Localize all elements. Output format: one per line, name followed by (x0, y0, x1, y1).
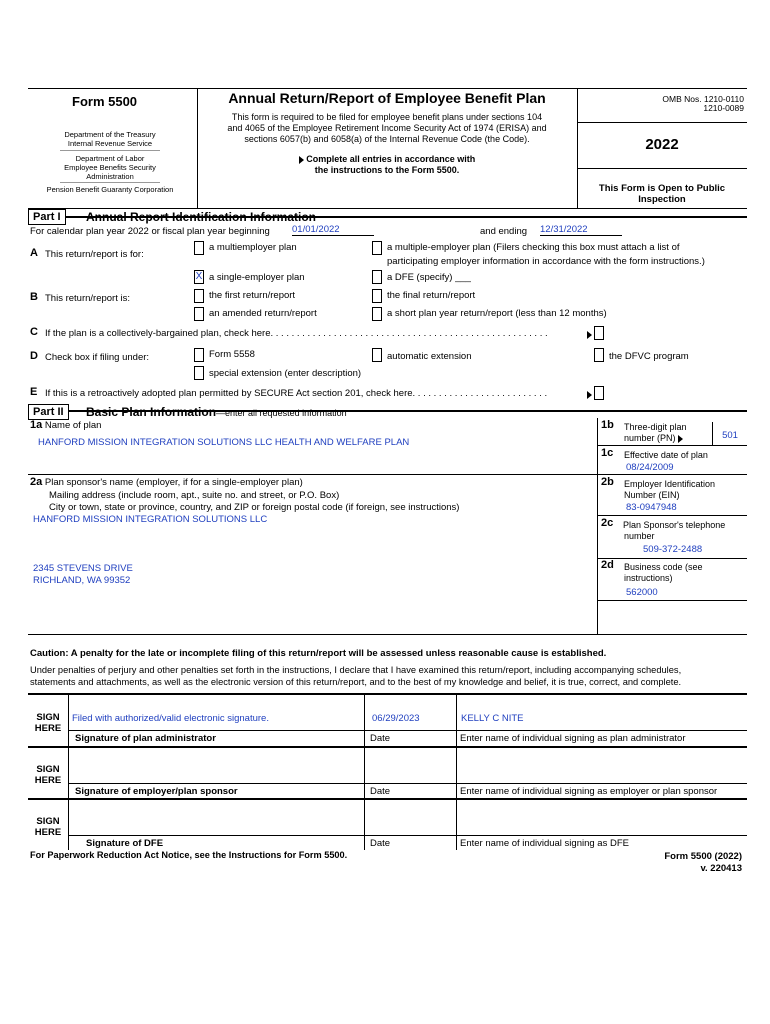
d-label: D (30, 350, 38, 362)
q2c-label-2: number (624, 531, 655, 541)
q2d-label-1: Business code (see (624, 562, 703, 572)
admin-signature-value[interactable]: Filed with authorized/valid electronic signature. (72, 713, 269, 724)
name-admin-label: Enter name of individual signing as plan administrator (460, 733, 686, 744)
q2d-label-2: instructions) (624, 573, 673, 583)
dfe-label: a DFE (specify) ___ (387, 272, 471, 283)
short-year-checkbox[interactable] (372, 307, 382, 321)
form5558-checkbox[interactable] (194, 348, 204, 362)
sig-sponsor-label: Signature of employer/plan sponsor (75, 786, 238, 797)
amended-checkbox[interactable] (194, 307, 204, 321)
q1b-num: 1b (601, 419, 614, 431)
omb-number-2: 1210-0089 (703, 103, 744, 113)
version-code: v. 220413 (700, 863, 742, 874)
single-employer-checkbox[interactable]: X (195, 271, 203, 282)
plan-year-begin[interactable]: 01/01/2022 (292, 224, 374, 236)
desc-line3: sections 6057(b) and 6058(a) of the Internal Revenue Code (the Code). (244, 134, 530, 144)
arrow-icon (587, 391, 592, 399)
ebsa-admin: Administration (86, 172, 134, 181)
multiemployer-label: a multiemployer plan (209, 242, 297, 253)
caution-text: Caution: A penalty for the late or incomplete filing of this return/report will be assessed unless reasonable cause is established. (30, 648, 607, 659)
calendar-text: For calendar plan year 2022 or fiscal plan year beginning (30, 226, 270, 237)
sponsor-name-value[interactable]: HANFORD MISSION INTEGRATION SOLUTIONS LLC (33, 514, 268, 525)
desc-line1: This form is required to be filed for employee benefit plans under sections 104 (231, 112, 543, 122)
date-label-1: Date (370, 733, 391, 744)
desc-line2: and 4065 of the Employee Retirement Income Security Act of 1974 (ERISA) and (227, 123, 547, 133)
tax-year: 2022 (645, 136, 679, 153)
e-text: If this is a retroactively adopted plan permitted by SECURE Act section 201, check here. . . . . . . . . . . . . . . . . . . . . . . . . . (45, 388, 548, 399)
here-label-3: HERE (34, 827, 62, 838)
date-label-2: Date (370, 786, 391, 797)
q2c-num: 2c (601, 517, 614, 529)
part1-label: Part I (28, 209, 66, 225)
amended-label: an amended return/report (209, 308, 317, 319)
form-title: Annual Return/Report of Employee Benefit Plan (228, 90, 546, 106)
a-label: A (30, 247, 38, 259)
open-inspection-2: Inspection (638, 194, 686, 205)
form5558-label: Form 5558 (209, 349, 255, 360)
sign-label-3: SIGN (36, 816, 60, 827)
admin-date-value[interactable]: 06/29/2023 (372, 713, 420, 724)
q2d-num: 2d (601, 559, 614, 571)
sign-label-1: SIGN (36, 712, 60, 723)
business-code-value[interactable]: 562000 (626, 587, 658, 598)
b-label: B (30, 291, 38, 303)
address-line1[interactable]: 2345 STEVENS DRIVE (33, 563, 133, 574)
pbgc: Pension Benefit Guaranty Corporation (46, 185, 174, 194)
q1c-label: Effective date of plan (624, 450, 708, 460)
special-extension-checkbox[interactable] (194, 366, 204, 380)
dept-treasury: Department of the Treasury (64, 130, 156, 139)
collectively-bargained-checkbox[interactable] (594, 326, 604, 340)
ein-value[interactable]: 83-0947948 (626, 502, 677, 513)
q2b-label-2: Number (EIN) (624, 490, 680, 500)
sig-admin-label: Signature of plan administrator (75, 733, 216, 744)
multiple-employer-label-2: participating employer information in accordance with the form instructions.) (387, 256, 705, 267)
paperwork-notice: For Paperwork Reduction Act Notice, see the Instructions for Form 5500. (30, 850, 348, 860)
dfvc-checkbox[interactable] (594, 348, 604, 362)
first-return-checkbox[interactable] (194, 289, 204, 303)
auto-extension-label: automatic extension (387, 351, 472, 362)
secure-act-checkbox[interactable] (594, 386, 604, 400)
q2a-city-label: City or town, state or province, country, and ZIP or foreign postal code (if foreign, see instructions) (49, 502, 460, 513)
arrow-icon (587, 331, 592, 339)
part1-title: Annual Report Identification Information (86, 210, 316, 224)
part2-label: Part II (28, 404, 69, 420)
plan-year-end[interactable]: 12/31/2022 (540, 224, 622, 236)
plan-name-value[interactable]: HANFORD MISSION INTEGRATION SOLUTIONS LLC HEALTH AND WELFARE PLAN (38, 437, 410, 448)
admin-name-value[interactable]: KELLY C NITE (461, 713, 524, 724)
dfvc-label: the DFVC program (609, 351, 689, 362)
ebsa: Employee Benefits Security (64, 163, 156, 172)
q1c-num: 1c (601, 447, 614, 459)
arrow-icon (678, 435, 683, 443)
final-return-checkbox[interactable] (372, 289, 382, 303)
dfe-checkbox[interactable] (372, 270, 382, 284)
plan-number-value[interactable]: 501 (722, 430, 738, 441)
perjury-line2: statements and attachments, as well as the electronic version of this return/report, and to the best of my knowledge and belief, it is true, correct, and complete. (30, 677, 682, 687)
c-text: If the plan is a collectively-bargained plan, check here. . . . . . . . . . . . . . . . . . . . . . . . . . . . . . . . . . . . . . . . . . . . . . . . . . . . . (45, 328, 548, 339)
form-version: Form 5500 (2022) (664, 851, 742, 862)
q2a: 2a Plan sponsor's name (employer, if for a single-employer plan) (30, 476, 303, 488)
omb-number: OMB Nos. 1210-0110 (662, 94, 744, 104)
multiemployer-checkbox[interactable] (194, 241, 204, 255)
auto-extension-checkbox[interactable] (372, 348, 382, 362)
phone-value[interactable]: 509-372-2488 (643, 544, 703, 555)
a-text: This return/report is for: (45, 249, 144, 260)
complete-line1: Complete all entries in accordance with (197, 154, 577, 164)
here-label-2: HERE (34, 775, 62, 786)
q1b-label-2: number (PN) (624, 433, 683, 443)
c-label: C (30, 326, 38, 338)
q2a-address-label: Mailing address (include room, apt., suite no. and street, or P.O. Box) (49, 490, 340, 501)
q1a: 1a Name of plan (30, 419, 102, 431)
part2-title: Basic Plan Information—enter all requested information (86, 405, 347, 419)
final-return-label: the final return/report (387, 290, 476, 301)
here-label-1: HERE (34, 723, 62, 734)
effective-date-value[interactable]: 08/24/2009 (626, 462, 674, 473)
sig-dfe-label: Signature of DFE (86, 838, 164, 849)
open-inspection-1: This Form is Open to Public (598, 183, 726, 194)
first-return-label: the first return/report (209, 290, 296, 301)
form-number: Form 5500 (72, 94, 138, 109)
q2b-label-1: Employer Identification (624, 479, 716, 489)
b-text: This return/report is: (45, 293, 130, 304)
sign-label-2: SIGN (36, 764, 60, 775)
q2c-label-1: Plan Sponsor's telephone (623, 520, 726, 530)
perjury-line1: Under penalties of perjury and other penalties set forth in the instructions, I declare that I have examined this return/report, including accompanying schedules, (30, 665, 682, 675)
d-text: Check box if filing under: (45, 352, 150, 363)
irs: Internal Revenue Service (67, 139, 153, 148)
multiple-employer-label: a multiple-employer plan (Filers checking this box must attach a list of (387, 242, 680, 253)
complete-line2: the instructions to the Form 5500. (314, 165, 460, 175)
name-sponsor-label: Enter name of individual signing as employer or plan sponsor (460, 786, 718, 797)
date-label-3: Date (370, 838, 391, 849)
address-line2[interactable]: RICHLAND, WA 99352 (33, 575, 131, 586)
ending-text: and ending (480, 226, 528, 237)
arrow-icon (299, 156, 304, 164)
short-year-label: a short plan year return/report (less than 12 months) (387, 308, 607, 319)
q2b-num: 2b (601, 476, 614, 488)
special-extension-label: special extension (enter description) (209, 368, 362, 379)
q1b-label-1: Three-digit plan (624, 422, 687, 432)
e-label: E (30, 386, 38, 398)
name-dfe-label: Enter name of individual signing as DFE (460, 838, 629, 849)
dept-labor: Department of Labor (75, 154, 145, 163)
multiple-employer-checkbox[interactable] (372, 241, 382, 255)
single-employer-label: a single-employer plan (209, 272, 305, 283)
